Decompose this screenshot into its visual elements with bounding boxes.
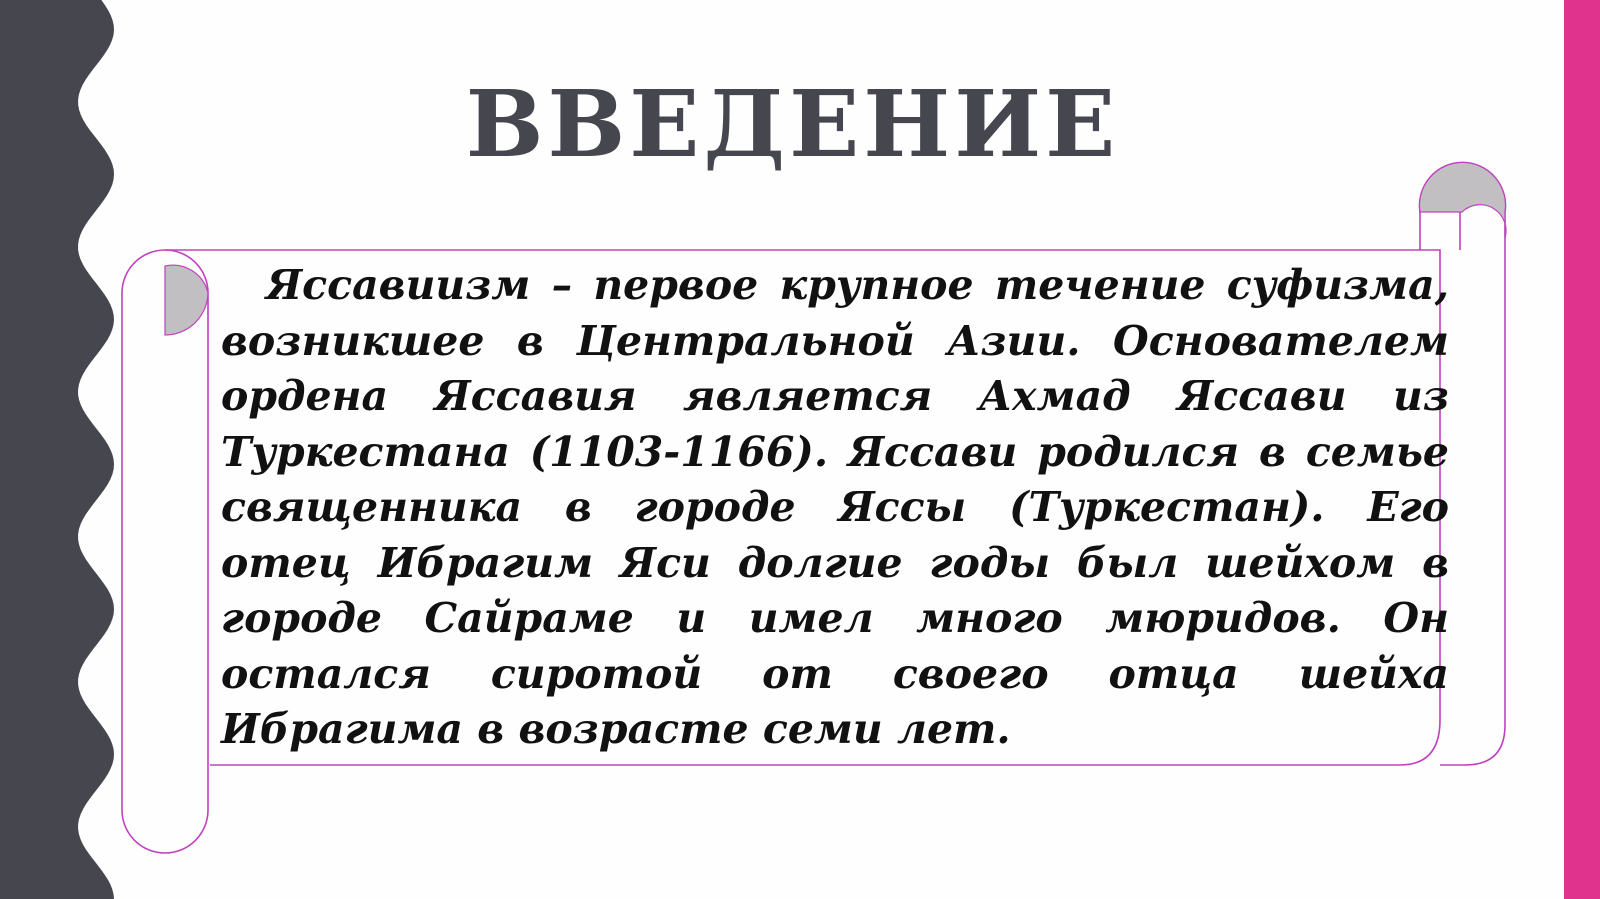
scroll-top-roll-inner: [1420, 210, 1460, 250]
slide-body-text: Яссавиизм – первое крупное течение суфизма, возникшее в Центральной Азии. Основателем ордена Яссавия является Ахмад Яссави из Туркестана (1103-1166). Яссави родился в семье священника в городе Яссы (Туркестан). Его отец Ибрагим Яси долгие годы был шейхом в городе Сайраме и имел много мюридов. Он остался сиротой от своего отца шейха Ибрагима в возрасте семи лет.: [221, 261, 1449, 753]
scroll-left-roll: [122, 250, 208, 853]
scroll-curl-left: [165, 265, 208, 335]
slide-title: ВВЕДЕНИЕ: [465, 70, 1120, 178]
